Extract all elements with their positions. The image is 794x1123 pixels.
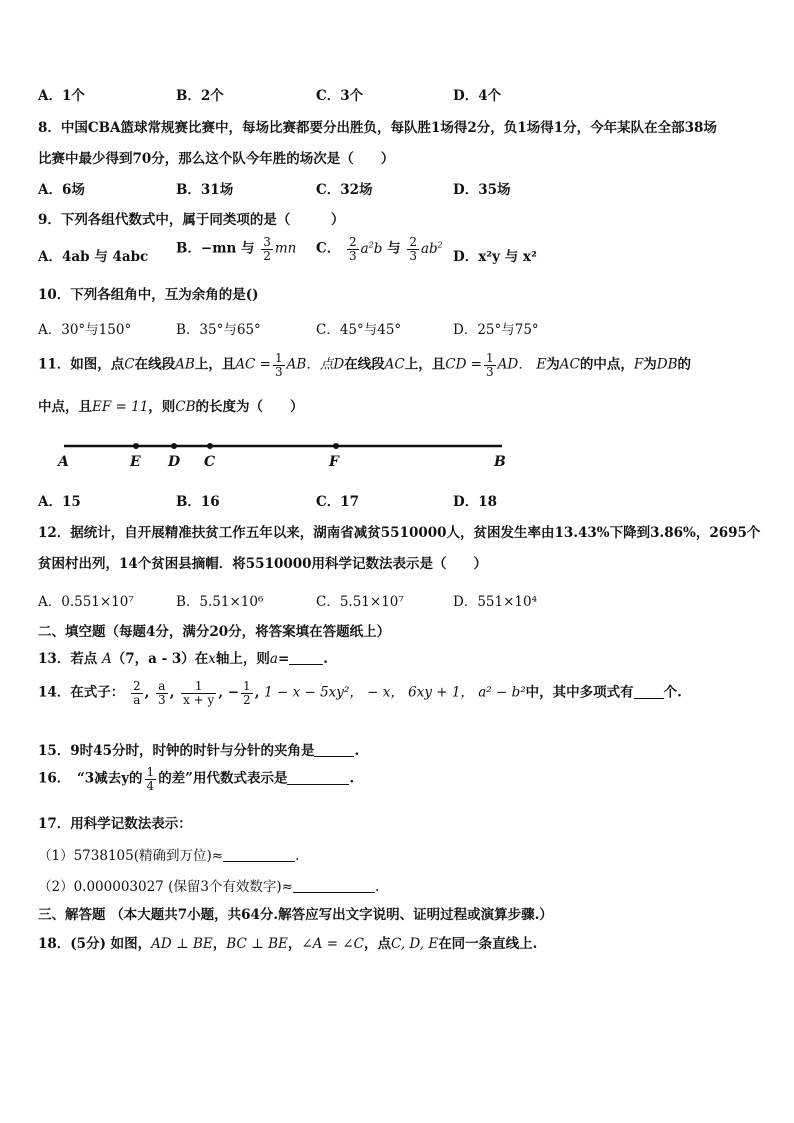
label-e: E bbox=[130, 454, 141, 470]
q11-stem-line2: 中点，且EF = 11，则CB的长度为（ ） bbox=[38, 399, 304, 415]
q9-option-c-fraction-1: $\frac{2}{3}$ bbox=[348, 235, 357, 263]
q17-part-2: （2）0.000003027 (保留3个有效数字)≈ . bbox=[38, 879, 380, 895]
point-e-dot bbox=[133, 443, 139, 449]
q7-option-d[interactable]: D．4个 bbox=[453, 88, 502, 104]
label-f: F bbox=[329, 454, 339, 470]
q18-stem: 18．(5分) 如图，AD ⊥ BE，BC ⊥ BE，∠A = ∠C，点C, D, E在同一条直线上. bbox=[38, 936, 538, 952]
q12-option-a[interactable]: A．0.551×10⁷ bbox=[38, 594, 134, 610]
point-c-dot bbox=[207, 443, 213, 449]
section-2-heading: 二、填空题（每题4分，满分20分，将答案填在答题纸上） bbox=[38, 624, 391, 640]
q15-answer-blank[interactable] bbox=[314, 744, 354, 757]
q8-option-d[interactable]: D．35场 bbox=[453, 182, 511, 198]
label-c: C bbox=[204, 454, 216, 470]
q17-part-1: （1）5738105(精确到万位)≈ . bbox=[38, 848, 300, 864]
q15-stem: 15．9时45分时，时钟的时针与分针的夹角是 . bbox=[38, 743, 360, 759]
q8-option-b[interactable]: B．31场 bbox=[176, 182, 234, 198]
q7-option-c[interactable]: C．3个 bbox=[316, 88, 364, 104]
q12-stem-line2: 贫困村出列，14个贫困县摘帽．将5510000用科学记数法表示是（ ） bbox=[38, 556, 488, 572]
q10-option-a[interactable]: A．30°与150° bbox=[38, 322, 132, 338]
label-b: B bbox=[494, 454, 506, 470]
q11-stem-line1: 11．如图，点C在线段AB上，且AC = $\frac{1}{3}$ AB．点D在线段AC上，且CD = $\frac{1}{3}$ AD． E为AC的中点，F为DB的 bbox=[38, 351, 691, 379]
q17-part-1-blank[interactable] bbox=[223, 849, 295, 862]
point-d-dot bbox=[171, 443, 177, 449]
label-d: D bbox=[168, 454, 181, 470]
q10-option-c[interactable]: C．45°与45° bbox=[316, 322, 402, 338]
q9-option-d[interactable]: D．x²y 与 x² bbox=[453, 249, 537, 265]
q9-stem: 9．下列各组代数式中，属于同类项的是（ ） bbox=[38, 212, 345, 228]
q7-option-a[interactable]: A．1个 bbox=[38, 88, 85, 104]
q16-stem: 16． “3减去y的 $\frac{1}{4}$ 的差”用代数式表示是 . bbox=[38, 765, 355, 793]
q8-option-c[interactable]: C．32场 bbox=[316, 182, 373, 198]
q9-option-c[interactable]: C． $\frac{2}{3}$ $a^2b$ 与 $\frac{2}{3}$ $ab^2$ bbox=[316, 235, 443, 263]
q9-option-b-post: mn bbox=[274, 240, 297, 257]
label-a: A bbox=[58, 454, 69, 470]
q9-option-c-mid: 与 bbox=[387, 240, 401, 257]
q11-fraction-2: $\frac{1}{3}$ bbox=[486, 351, 494, 379]
q12-stem-line1: 12．据统计，自开展精准扶贫工作五年以来，湖南省减贫5510000人，贫困发生率由13.43%下降到3.86%，2695个 bbox=[38, 525, 761, 541]
q13-stem: 13．若点 A（7，a - 3）在x轴上，则a= . bbox=[38, 651, 328, 667]
q16-answer-blank[interactable] bbox=[287, 772, 349, 785]
q7-option-b[interactable]: B．2个 bbox=[176, 88, 224, 104]
q11-option-c[interactable]: C．17 bbox=[316, 494, 360, 510]
q12-option-c[interactable]: C．5.51×10⁷ bbox=[316, 594, 404, 610]
q9-option-c-label: C． bbox=[316, 240, 341, 257]
q9-option-b[interactable] bbox=[176, 236, 296, 262]
section-3-heading: 三、解答题 （本大题共7小题，共64分.解答应写出文字说明、证明过程或演算步骤.） bbox=[38, 907, 553, 923]
q9-option-b-pre: B．−mn 与 bbox=[176, 240, 255, 257]
q17-stem: 17．用科学记数法表示： bbox=[38, 816, 192, 832]
q9-option-a[interactable]: A．4ab 与 4abc bbox=[38, 249, 149, 265]
q14-stem: 14．在式子： $\frac{2}{a}$ , $\frac{a}{3}$ , $\frac{1}{x + y}$ , − $\frac{1}{2}$ , 1 − x − 5xy²， − x， 6xy + 1， a² − b²中，其中多项式有 个. bbox=[38, 679, 682, 707]
q11-fraction-1: $\frac{1}{3}$ bbox=[275, 351, 283, 379]
q11-option-a[interactable]: A．15 bbox=[38, 494, 81, 510]
fraction-denominator: 2 bbox=[263, 248, 271, 263]
q14-answer-blank[interactable] bbox=[634, 686, 664, 699]
q17-part-2-blank[interactable] bbox=[293, 880, 375, 893]
q13-answer-blank[interactable] bbox=[289, 652, 323, 665]
q10-option-b[interactable]: B．35°与65° bbox=[176, 322, 261, 338]
fraction-numerator: 3 bbox=[263, 235, 271, 249]
q11-segment-figure bbox=[50, 435, 520, 475]
q8-option-a[interactable]: A．6场 bbox=[38, 182, 85, 198]
q8-stem-line1: 8．中国CBA篮球常规赛比赛中，每场比赛都要分出胜负，每队胜1场得2分，负1场得1分，今年某队在全部38场 bbox=[38, 120, 717, 136]
q9-option-b-fraction bbox=[261, 236, 273, 262]
q12-option-b[interactable]: B．5.51×10⁶ bbox=[176, 594, 264, 610]
q9-option-c-fraction-2: $\frac{2}{3}$ bbox=[409, 235, 417, 263]
q14-expressions: 1 − x − 5xy²， − x， 6xy + 1， a² − b² bbox=[264, 684, 526, 701]
q8-stem-line2: 比赛中最少得到70分，那么这个队今年胜的场次是（ ） bbox=[38, 151, 395, 167]
q11-option-d[interactable]: D．18 bbox=[453, 494, 497, 510]
q11-option-b[interactable]: B．16 bbox=[176, 494, 220, 510]
point-f-dot bbox=[333, 443, 339, 449]
q12-option-d[interactable]: D．551×10⁴ bbox=[453, 594, 537, 610]
q10-stem: 10．下列各组角中，互为余角的是() bbox=[38, 287, 259, 303]
q10-option-d[interactable]: D．25°与75° bbox=[453, 322, 539, 338]
